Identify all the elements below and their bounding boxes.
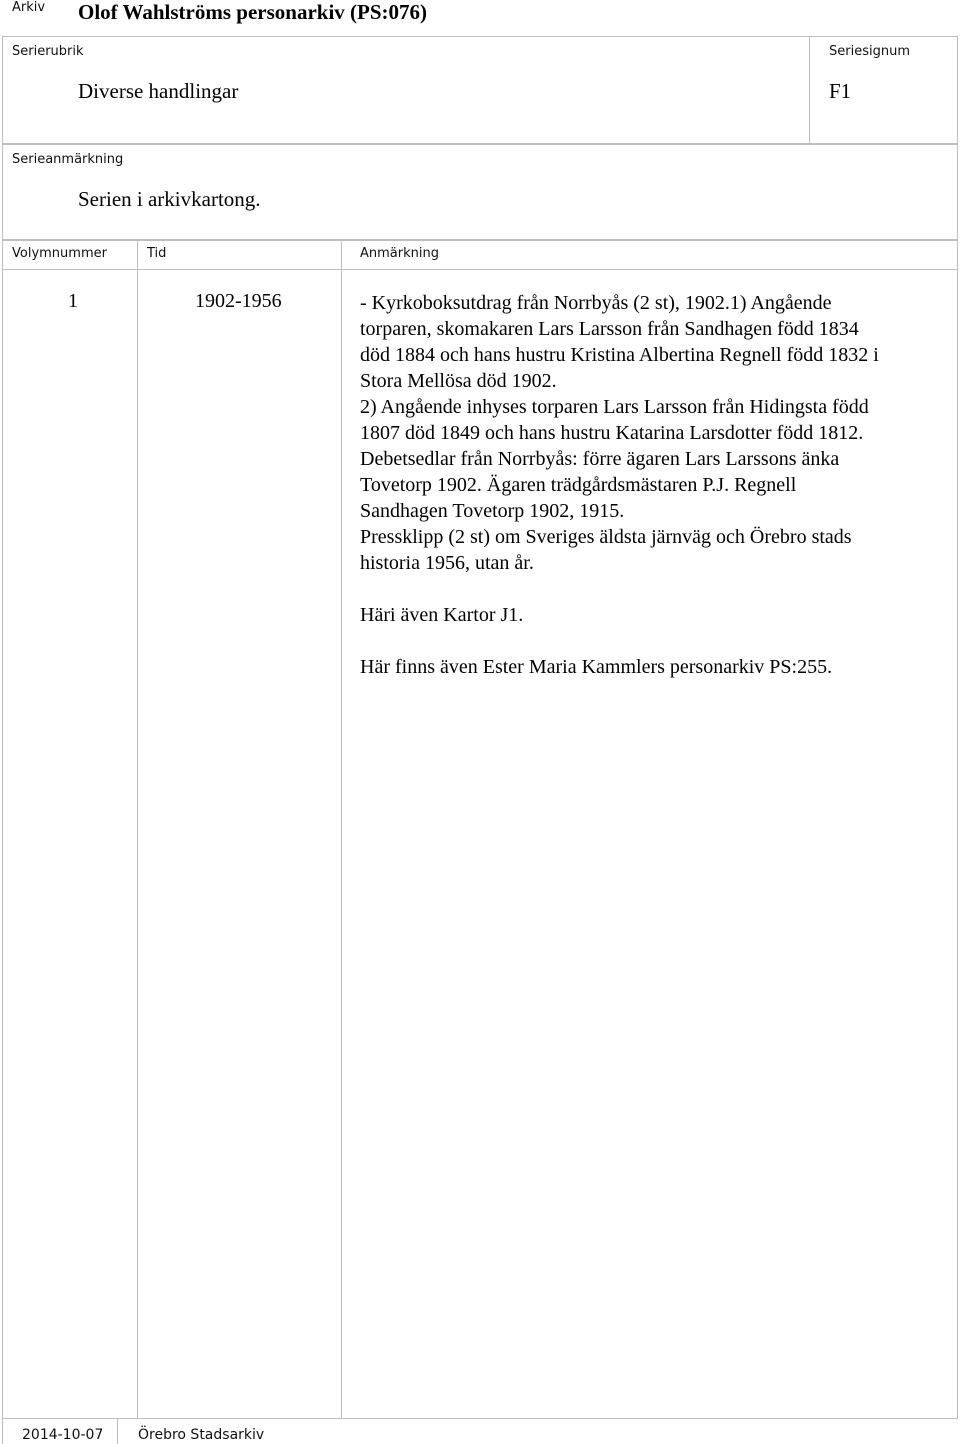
col-volymnummer-header: Volymnummer — [12, 246, 107, 261]
remark-line: Tovetorp 1902. Ägaren trädgårdsmästaren P.J. Regnell — [360, 474, 797, 496]
arkiv-label: Arkiv — [12, 0, 46, 15]
volume-table-header — [2, 240, 958, 270]
remark-line: Pressklipp (2 st) om Sveriges äldsta järnväg och Örebro stads — [360, 526, 852, 548]
remark-note-kartor: Häri även Kartor J1. — [360, 604, 524, 626]
footer-divider-2 — [117, 1418, 118, 1444]
remark-line: Stora Mellösa död 1902. — [360, 370, 557, 392]
serieanmarkning-value: Serien i arkivkartong. — [78, 187, 261, 211]
col-tid-header: Tid — [147, 246, 167, 261]
remark-line: Debetsedlar från Norrbyås: förre ägaren Lars Larssons änka — [360, 448, 840, 470]
serieanmarkning-label: Serieanmärkning — [12, 152, 124, 167]
series-divider — [809, 36, 810, 144]
row-anmarkning — [360, 290, 935, 680]
remark-line: - Kyrkoboksutdrag från Norrbyås (2 st), 1902.1) Angående — [360, 292, 832, 314]
remark-line: historia 1956, utan år. — [360, 552, 534, 574]
col-line-3 — [341, 240, 342, 1418]
row-tid: 1902-1956 — [195, 290, 282, 312]
row-volymnummer: 1 — [68, 290, 78, 312]
remark-line: död 1884 och hans hustru Kristina Albertina Regnell född 1832 i — [360, 344, 879, 366]
serierubrik-value: Diverse handlingar — [78, 79, 239, 103]
serierubrik-label: Serierubrik — [12, 44, 84, 59]
archive-title: Olof Wahlströms personarkiv (PS:076) — [78, 0, 428, 24]
seriesignum-value: F1 — [829, 79, 852, 103]
footer-divider-1 — [2, 1418, 3, 1444]
footer-date: 2014-10-07 — [22, 1427, 104, 1443]
remark-line: torparen, skomakaren Lars Larsson från Sandhagen född 1834 — [360, 318, 859, 340]
remark-line: 1807 död 1849 och hans hustru Katarina Larsdotter född 1812. — [360, 422, 864, 444]
footer-rule — [2, 1418, 958, 1419]
col-line-2 — [137, 240, 138, 1418]
remark-note-personarkiv: Här finns även Ester Maria Kammlers personarkiv PS:255. — [360, 656, 833, 678]
footer-org: Örebro Stadsarkiv — [138, 1427, 265, 1443]
remark-line: 2) Angående inhyses torparen Lars Larsson från Hidingsta född — [360, 396, 869, 418]
col-line-1 — [2, 240, 3, 1418]
remark-line: Sandhagen Tovetorp 1902, 1915. — [360, 500, 625, 522]
seriesignum-label: Seriesignum — [829, 44, 910, 59]
col-anmarkning-header: Anmärkning — [360, 246, 439, 261]
col-line-4 — [957, 240, 958, 1418]
